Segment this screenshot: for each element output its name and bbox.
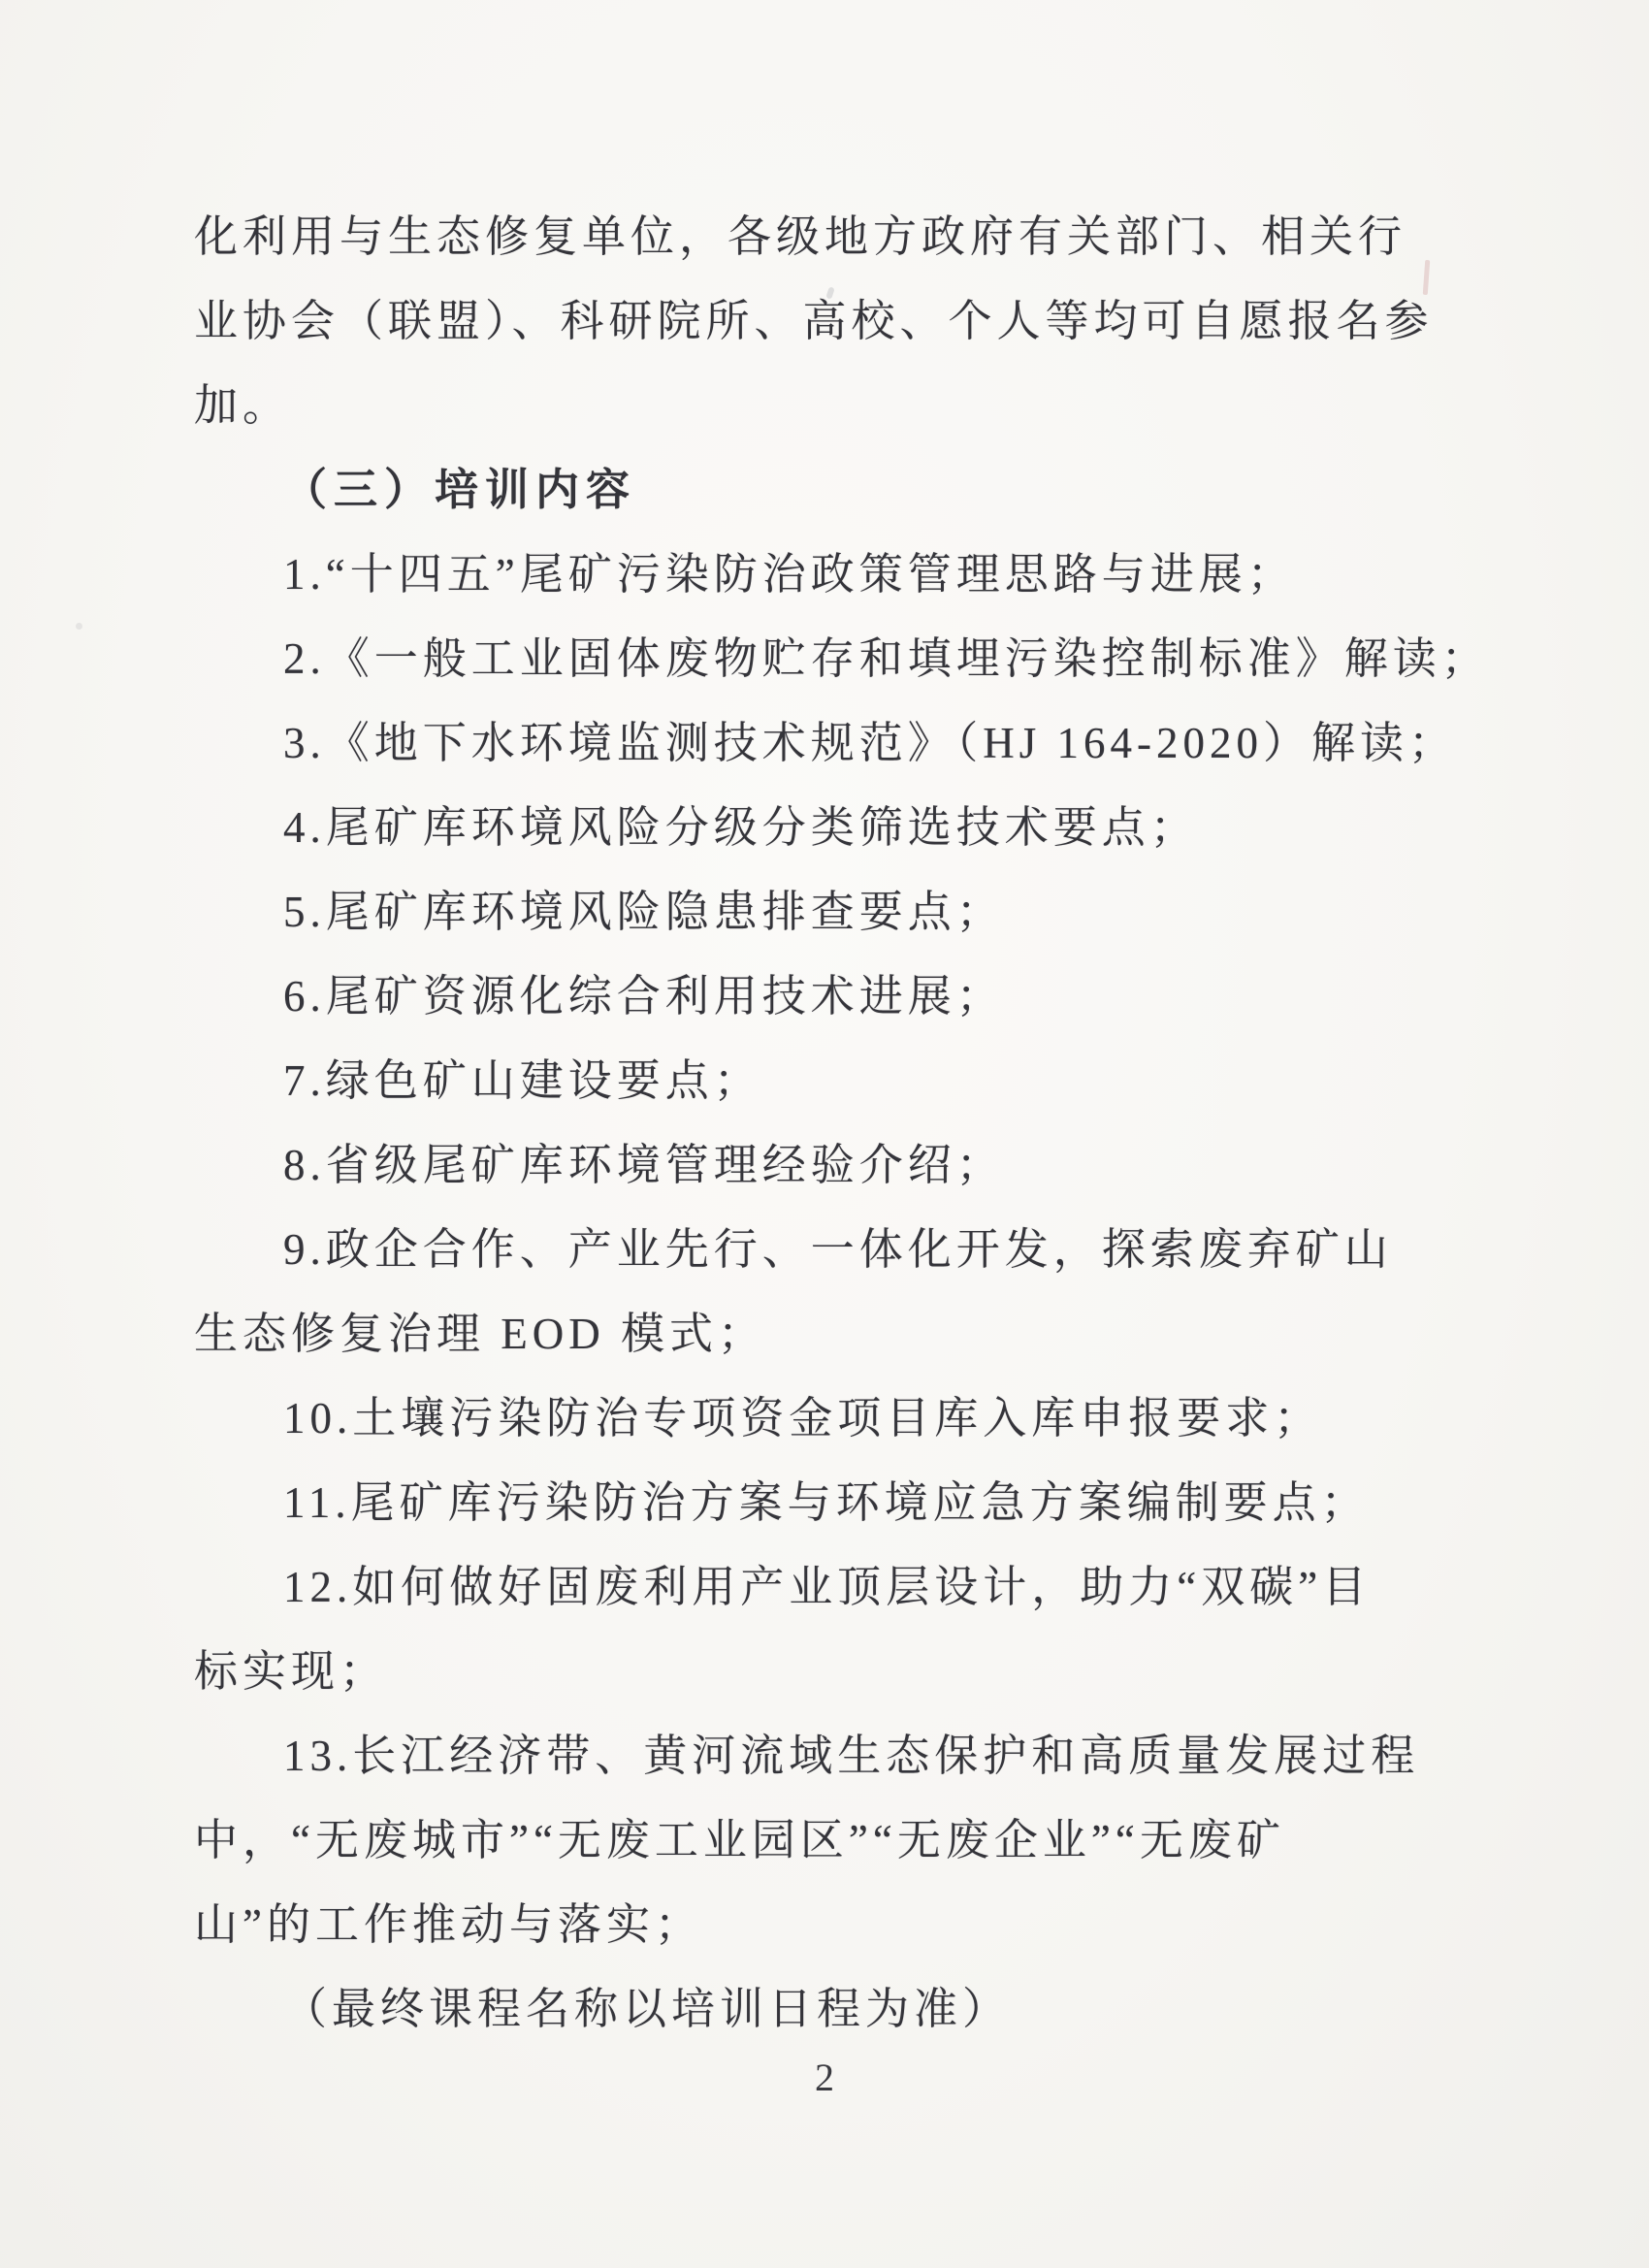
intro-line-2: 业协会（联盟）、科研院所、高校、个人等均可自愿报名参 <box>194 297 1434 345</box>
course-item-13-line-2: 中，“无废城市”“无废工业园区”“无废企业”“无废矿 <box>194 1816 1285 1864</box>
course-item-2: 2.《一般工业固体废物贮存和填埋污染控制标准》解读； <box>283 634 1490 683</box>
scan-speck <box>76 623 82 630</box>
course-item-7: 7.绿色矿山建设要点； <box>283 1056 762 1105</box>
course-item-9-line-2: 生态修复治理 EOD 模式； <box>194 1310 766 1358</box>
course-item-8: 8.省级尾矿库环境管理经验介绍； <box>283 1141 1005 1189</box>
course-item-11: 11.尾矿库污染防治方案与环境应急方案编制要点； <box>283 1478 1370 1527</box>
course-item-5: 5.尾矿库环境风险隐患排查要点； <box>283 888 1005 936</box>
course-item-13-line-1: 13.长江经济带、黄河流域生态保护和高质量发展过程 <box>283 1732 1420 1780</box>
course-item-10: 10.土壤污染防治专项资金项目库入库申报要求； <box>283 1394 1323 1442</box>
document-body <box>194 195 1490 2052</box>
course-item-12-line-1: 12.如何做好固废利用产业顶层设计，助力“双碳”目 <box>283 1563 1372 1611</box>
intro-line-1: 化利用与生态修复单位，各级地方政府有关部门、相关行 <box>194 212 1407 261</box>
course-item-6: 6.尾矿资源化综合利用技术进展； <box>283 972 1005 1021</box>
section-heading-training-content: （三）培训内容 <box>283 466 637 514</box>
course-item-4: 4.尾矿库环境风险分级分类筛选技术要点； <box>283 803 1199 852</box>
note-final-course-names: （最终课程名称以培训日程为准） <box>283 1985 1012 2033</box>
course-item-13-line-3: 山”的工作推动与落实； <box>194 1900 703 1949</box>
course-item-9-line-1: 9.政企合作、产业先行、一体化开发，探索废弃矿山 <box>283 1225 1393 1274</box>
page-number: 2 <box>815 2056 834 2099</box>
course-item-12-line-2: 标实现； <box>194 1647 389 1696</box>
course-item-1: 1.“十四五”尾矿污染防治政策管理思路与进展； <box>283 550 1296 599</box>
course-item-3: 3.《地下水环境监测技术规范》（HJ 164-2020）解读； <box>283 719 1457 767</box>
intro-line-3: 加。 <box>194 381 292 430</box>
